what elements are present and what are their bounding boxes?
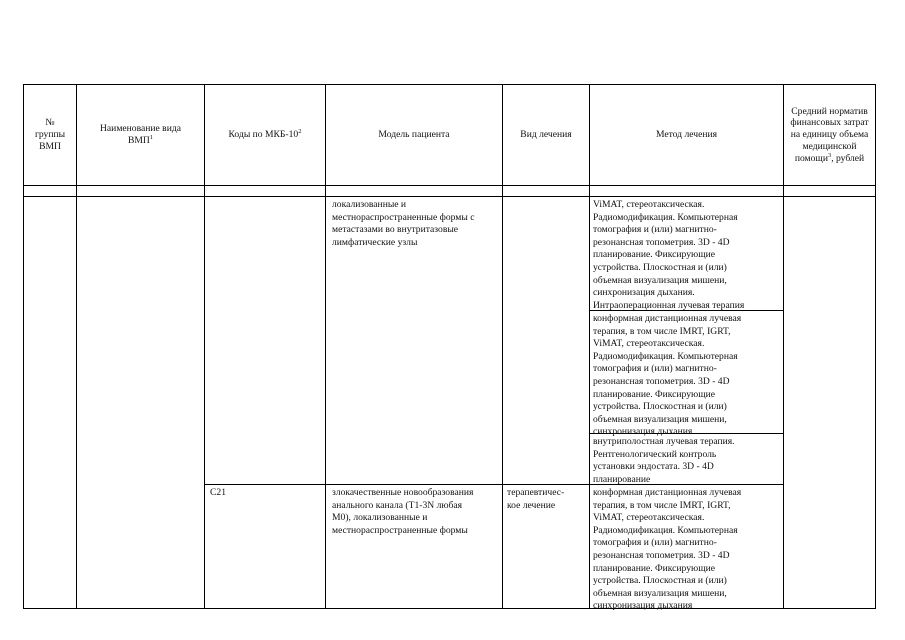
row2-treatment-type: терапевтичес- кое лечение (507, 487, 565, 511)
row2-patient-model: злокачественные новообразования анального канала (T1-3N любая M0), локализованные и местнораспространенные формы (332, 487, 474, 536)
header-vmp-name (77, 85, 204, 185)
header-patient-model-text: Модель пациента (378, 129, 450, 141)
header-cost-norm-text: Средний норматив финансовых затрат на единицу объема медицинской помощи$^3$, рублей (790, 105, 869, 164)
header-group-number (24, 85, 76, 185)
row1-method-c: внутриполостная лучевая терапия. Рентгенологический контроль установки эндостата. 3D - 4D планирование (593, 436, 735, 485)
header-bottom-border (23, 185, 876, 186)
empty-row-bottom-border (23, 196, 876, 197)
col-border-7 (875, 84, 876, 609)
header-group-number-text: № группы ВМП (34, 117, 66, 152)
row1-method-a: ViMAT, стереотаксическая. Радиомодификация. Компьютерная томография и (или) магнитно- резонансная топометрия. 3D - 4D планирование. Фиксирующие устройства. Плоскостная и (или) объемная визуализация мишени, синхронизация дыхания. Интраоперационная лучевая терапия (593, 199, 745, 311)
row2-icd-code: C21 (210, 487, 226, 498)
header-icd-codes-text: Коды по МКБ-$10^2$ (228, 127, 302, 141)
header-treatment-method-text: Метод лечения (655, 129, 718, 141)
header-cost-norm (784, 85, 875, 185)
header-treatment-type-text: Вид лечения (520, 129, 572, 141)
header-treatment-method (590, 85, 783, 185)
row1-patient-model: локализованные и местнораспространенные формы с метастазами во внутритазовые лимфатические узлы (332, 199, 475, 248)
header-vmp-name-text: Наименование вида ВМП$^1$ (100, 123, 181, 146)
header-icd-codes (205, 85, 325, 185)
row2-method: конформная дистанционная лучевая терапия, в том числе IMRT, IGRT, ViMAT, стереотаксическая. Радиомодификация. Компьютерная томография и (или) магнитно- резонансная топометрия. 3D - 4D планирование. Фиксирующие устройства. Плоскостная и (или) объемная визуализация мишени, синхронизация дыхания (593, 487, 742, 612)
header-patient-model (326, 85, 502, 185)
header-treatment-type (503, 85, 589, 185)
row1-method-b: конформная дистанционная лучевая терапия, в том числе IMRT, IGRT, ViMAT, стереотаксическая. Радиомодификация. Компьютерная томография и (или) магнитно- резонансная топометрия. 3D - 4D планирование. Фиксирующие устройства. Плоскостная и (или) объемная визуализация мишени, синхронизация дыхания (593, 313, 742, 438)
